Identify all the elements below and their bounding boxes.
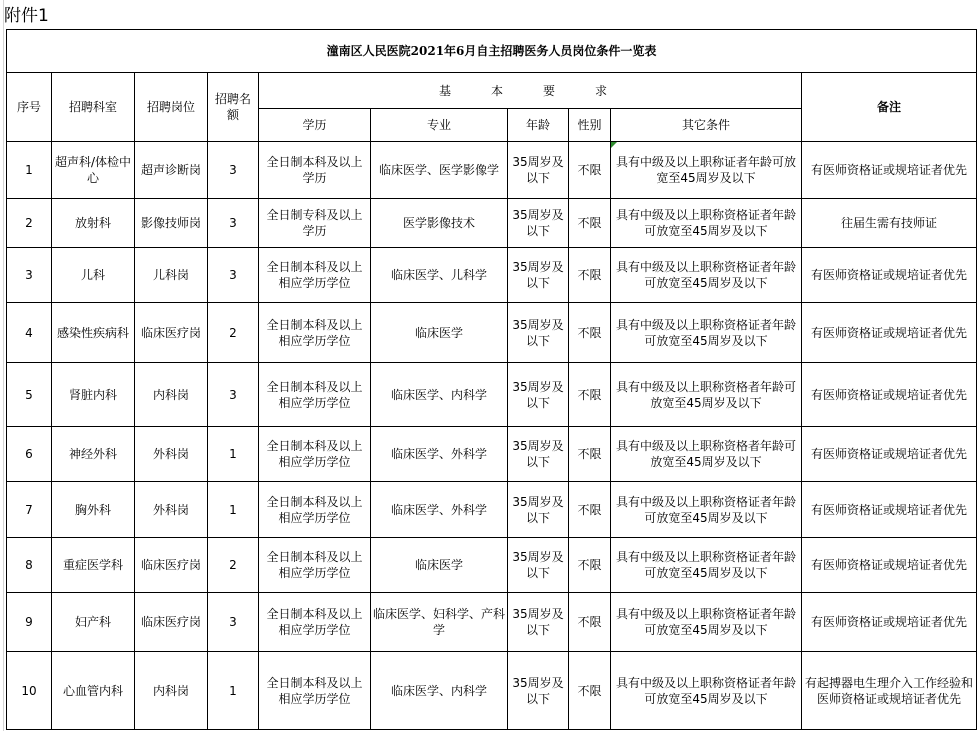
cell-remark[interactable]: 有医师资格证或规培证者优先: [802, 593, 977, 652]
cell-gender[interactable]: 不限: [569, 482, 611, 538]
table-row: [7, 142, 977, 199]
header-quota[interactable]: 招聘名额: [208, 73, 259, 142]
cell-other[interactable]: 具有中级及以上职称资格证者年龄可放宽至45周岁及以下: [611, 593, 802, 652]
sheet-gridline: [3, 0, 4, 731]
cell-remark[interactable]: 有医师资格证或规培证者优先: [802, 142, 977, 199]
cell-seq[interactable]: 6: [7, 427, 52, 482]
table-row: [7, 652, 977, 730]
cell-age[interactable]: 35周岁及以下: [508, 538, 569, 593]
cell-dept[interactable]: 超声科/体检中心: [52, 142, 135, 199]
cell-quota[interactable]: 2: [208, 538, 259, 593]
cell-gender[interactable]: 不限: [569, 363, 611, 427]
cell-major[interactable]: 医学影像技术: [371, 199, 508, 248]
recruitment-table: [6, 29, 977, 730]
cell-quota[interactable]: 3: [208, 199, 259, 248]
table-row: [7, 593, 977, 652]
cell-post[interactable]: 儿科岗: [135, 248, 208, 303]
cell-edu[interactable]: 全日制本科及以上相应学历学位: [259, 363, 371, 427]
header-gender[interactable]: 性别: [569, 109, 611, 142]
header-seq[interactable]: 序号: [7, 73, 52, 142]
cell-post[interactable]: 外科岗: [135, 427, 208, 482]
header-edu[interactable]: 学历: [259, 109, 371, 142]
cell-other[interactable]: 具有中级及以上职称资格者年龄可放宽至45周岁及以下: [611, 363, 802, 427]
cell-age[interactable]: 35周岁及以下: [508, 482, 569, 538]
cell-quota[interactable]: 2: [208, 303, 259, 363]
header-post[interactable]: 招聘岗位: [135, 73, 208, 142]
cell-remark[interactable]: 有医师资格证或规培证者优先: [802, 363, 977, 427]
cell-edu[interactable]: 全日制本科及以上相应学历学位: [259, 303, 371, 363]
cell-gender[interactable]: 不限: [569, 538, 611, 593]
cell-remark[interactable]: 有医师资格证或规培证者优先: [802, 538, 977, 593]
cell-quota[interactable]: 1: [208, 427, 259, 482]
cell-age[interactable]: 35周岁及以下: [508, 142, 569, 199]
table-row: [7, 199, 977, 248]
cell-age[interactable]: 35周岁及以下: [508, 363, 569, 427]
cell-other[interactable]: 具有中级及以上职称资格证者年龄可放宽至45周岁及以下: [611, 652, 802, 730]
cell-age[interactable]: 35周岁及以下: [508, 427, 569, 482]
attachment-label[interactable]: 附件1: [4, 6, 49, 26]
cell-remark[interactable]: 往届生需有技师证: [802, 199, 977, 248]
cell-edu[interactable]: 全日制本科及以上相应学历学位: [259, 593, 371, 652]
cell-dept[interactable]: 妇产科: [52, 593, 135, 652]
header-remark[interactable]: 备注: [802, 73, 977, 142]
cell-post[interactable]: 影像技师岗: [135, 199, 208, 248]
table-row: [7, 482, 977, 538]
cell-seq[interactable]: 5: [7, 363, 52, 427]
cell-dept[interactable]: 肾脏内科: [52, 363, 135, 427]
cell-post[interactable]: 内科岗: [135, 363, 208, 427]
cell-gender[interactable]: 不限: [569, 427, 611, 482]
cell-dept[interactable]: 放射科: [52, 199, 135, 248]
cell-gender[interactable]: 不限: [569, 248, 611, 303]
cell-quota[interactable]: 3: [208, 593, 259, 652]
cell-remark[interactable]: 有医师资格证或规培证者优先: [802, 303, 977, 363]
cell-edu[interactable]: 全日制本科及以上相应学历学位: [259, 652, 371, 730]
cell-dept[interactable]: 儿科: [52, 248, 135, 303]
cell-quota[interactable]: 1: [208, 652, 259, 730]
cell-remark[interactable]: 有医师资格证或规培证者优先: [802, 427, 977, 482]
cell-gender[interactable]: 不限: [569, 303, 611, 363]
cell-edu[interactable]: 全日制本科及以上相应学历学位: [259, 538, 371, 593]
cell-major[interactable]: 临床医学、妇科学、产科学: [371, 593, 508, 652]
cell-other[interactable]: 具有中级及以上职称资格证者年龄可放宽至45周岁及以下: [611, 248, 802, 303]
cell-dept[interactable]: 感染性疾病科: [52, 303, 135, 363]
table-row: [7, 363, 977, 427]
header-basic-requirements[interactable]: 基 本 要 求: [259, 73, 802, 109]
cell-seq[interactable]: 10: [7, 652, 52, 730]
cell-age[interactable]: 35周岁及以下: [508, 652, 569, 730]
cell-major[interactable]: 临床医学、医学影像学: [371, 142, 508, 199]
header-age[interactable]: 年龄: [508, 109, 569, 142]
cell-gender[interactable]: 不限: [569, 142, 611, 199]
cell-remark[interactable]: 有医师资格证或规培证者优先: [802, 482, 977, 538]
cell-dept[interactable]: 心血管内科: [52, 652, 135, 730]
cell-edu[interactable]: 全日制本科及以上学历: [259, 142, 371, 199]
cell-quota[interactable]: 3: [208, 248, 259, 303]
cell-seq[interactable]: 7: [7, 482, 52, 538]
table-row: [7, 248, 977, 303]
cell-dept[interactable]: 重症医学科: [52, 538, 135, 593]
cell-major[interactable]: 临床医学、内科学: [371, 652, 508, 730]
cell-quota[interactable]: 3: [208, 142, 259, 199]
cell-dept[interactable]: 胸外科: [52, 482, 135, 538]
table-row: [7, 538, 977, 593]
cell-other[interactable]: 具有中级及以上职称资格证者年龄可放宽至45周岁及以下: [611, 199, 802, 248]
cell-post[interactable]: 内科岗: [135, 652, 208, 730]
cell-major[interactable]: 临床医学、儿科学: [371, 248, 508, 303]
cell-post[interactable]: 临床医疗岗: [135, 593, 208, 652]
cell-other[interactable]: 具有中级及以上职称资格者年龄可放宽至45周岁及以下: [611, 427, 802, 482]
cell-major[interactable]: 临床医学、外科学: [371, 482, 508, 538]
table-row: [7, 303, 977, 363]
cell-edu[interactable]: 全日制本科及以上相应学历学位: [259, 248, 371, 303]
cell-seq[interactable]: 2: [7, 199, 52, 248]
table-row: [7, 427, 977, 482]
cell-age[interactable]: 35周岁及以下: [508, 248, 569, 303]
cell-seq[interactable]: 3: [7, 248, 52, 303]
cell-seq[interactable]: 8: [7, 538, 52, 593]
cell-remark[interactable]: 有起搏器电生理介入工作经验和医师资格证或规培证者优先: [802, 652, 977, 730]
cell-edu[interactable]: 全日制本科及以上相应学历学位: [259, 482, 371, 538]
cell-post[interactable]: 临床医疗岗: [135, 538, 208, 593]
cell-seq[interactable]: 1: [7, 142, 52, 199]
cell-post[interactable]: 临床医疗岗: [135, 303, 208, 363]
cell-quota[interactable]: 1: [208, 482, 259, 538]
cell-major[interactable]: 临床医学: [371, 303, 508, 363]
cell-quota[interactable]: 3: [208, 363, 259, 427]
cell-other[interactable]: 具有中级及以上职称资格证者年龄可放宽至45周岁及以下: [611, 538, 802, 593]
cell-major[interactable]: 临床医学、内科学: [371, 363, 508, 427]
cell-gender[interactable]: 不限: [569, 199, 611, 248]
cell-age[interactable]: 35周岁及以下: [508, 303, 569, 363]
cell-edu[interactable]: 全日制本科及以上相应学历学位: [259, 427, 371, 482]
cell-age[interactable]: 35周岁及以下: [508, 593, 569, 652]
cell-dept[interactable]: 神经外科: [52, 427, 135, 482]
header-other[interactable]: 其它条件: [611, 109, 802, 142]
cell-major[interactable]: 临床医学、外科学: [371, 427, 508, 482]
cell-other[interactable]: 具有中级及以上职称资格证者年龄可放宽至45周岁及以下: [611, 482, 802, 538]
cell-seq[interactable]: 9: [7, 593, 52, 652]
cell-seq[interactable]: 4: [7, 303, 52, 363]
cell-edu[interactable]: 全日制专科及以上学历: [259, 199, 371, 248]
header-major[interactable]: 专业: [371, 109, 508, 142]
cell-gender[interactable]: 不限: [569, 652, 611, 730]
page-title[interactable]: 潼南区人民医院2021年6月自主招聘医务人员岗位条件一览表: [7, 30, 977, 73]
cell-major[interactable]: 临床医学: [371, 538, 508, 593]
cell-post[interactable]: 超声诊断岗: [135, 142, 208, 199]
cell-post[interactable]: 外科岗: [135, 482, 208, 538]
cell-other[interactable]: 具有中级及以上职称证者年龄可放宽至45周岁及以下: [611, 142, 802, 199]
cell-remark[interactable]: 有医师资格证或规培证者优先: [802, 248, 977, 303]
header-dept[interactable]: 招聘科室: [52, 73, 135, 142]
cell-gender[interactable]: 不限: [569, 593, 611, 652]
cell-age[interactable]: 35周岁及以下: [508, 199, 569, 248]
cell-other[interactable]: 具有中级及以上职称资格证者年龄可放宽至45周岁及以下: [611, 303, 802, 363]
